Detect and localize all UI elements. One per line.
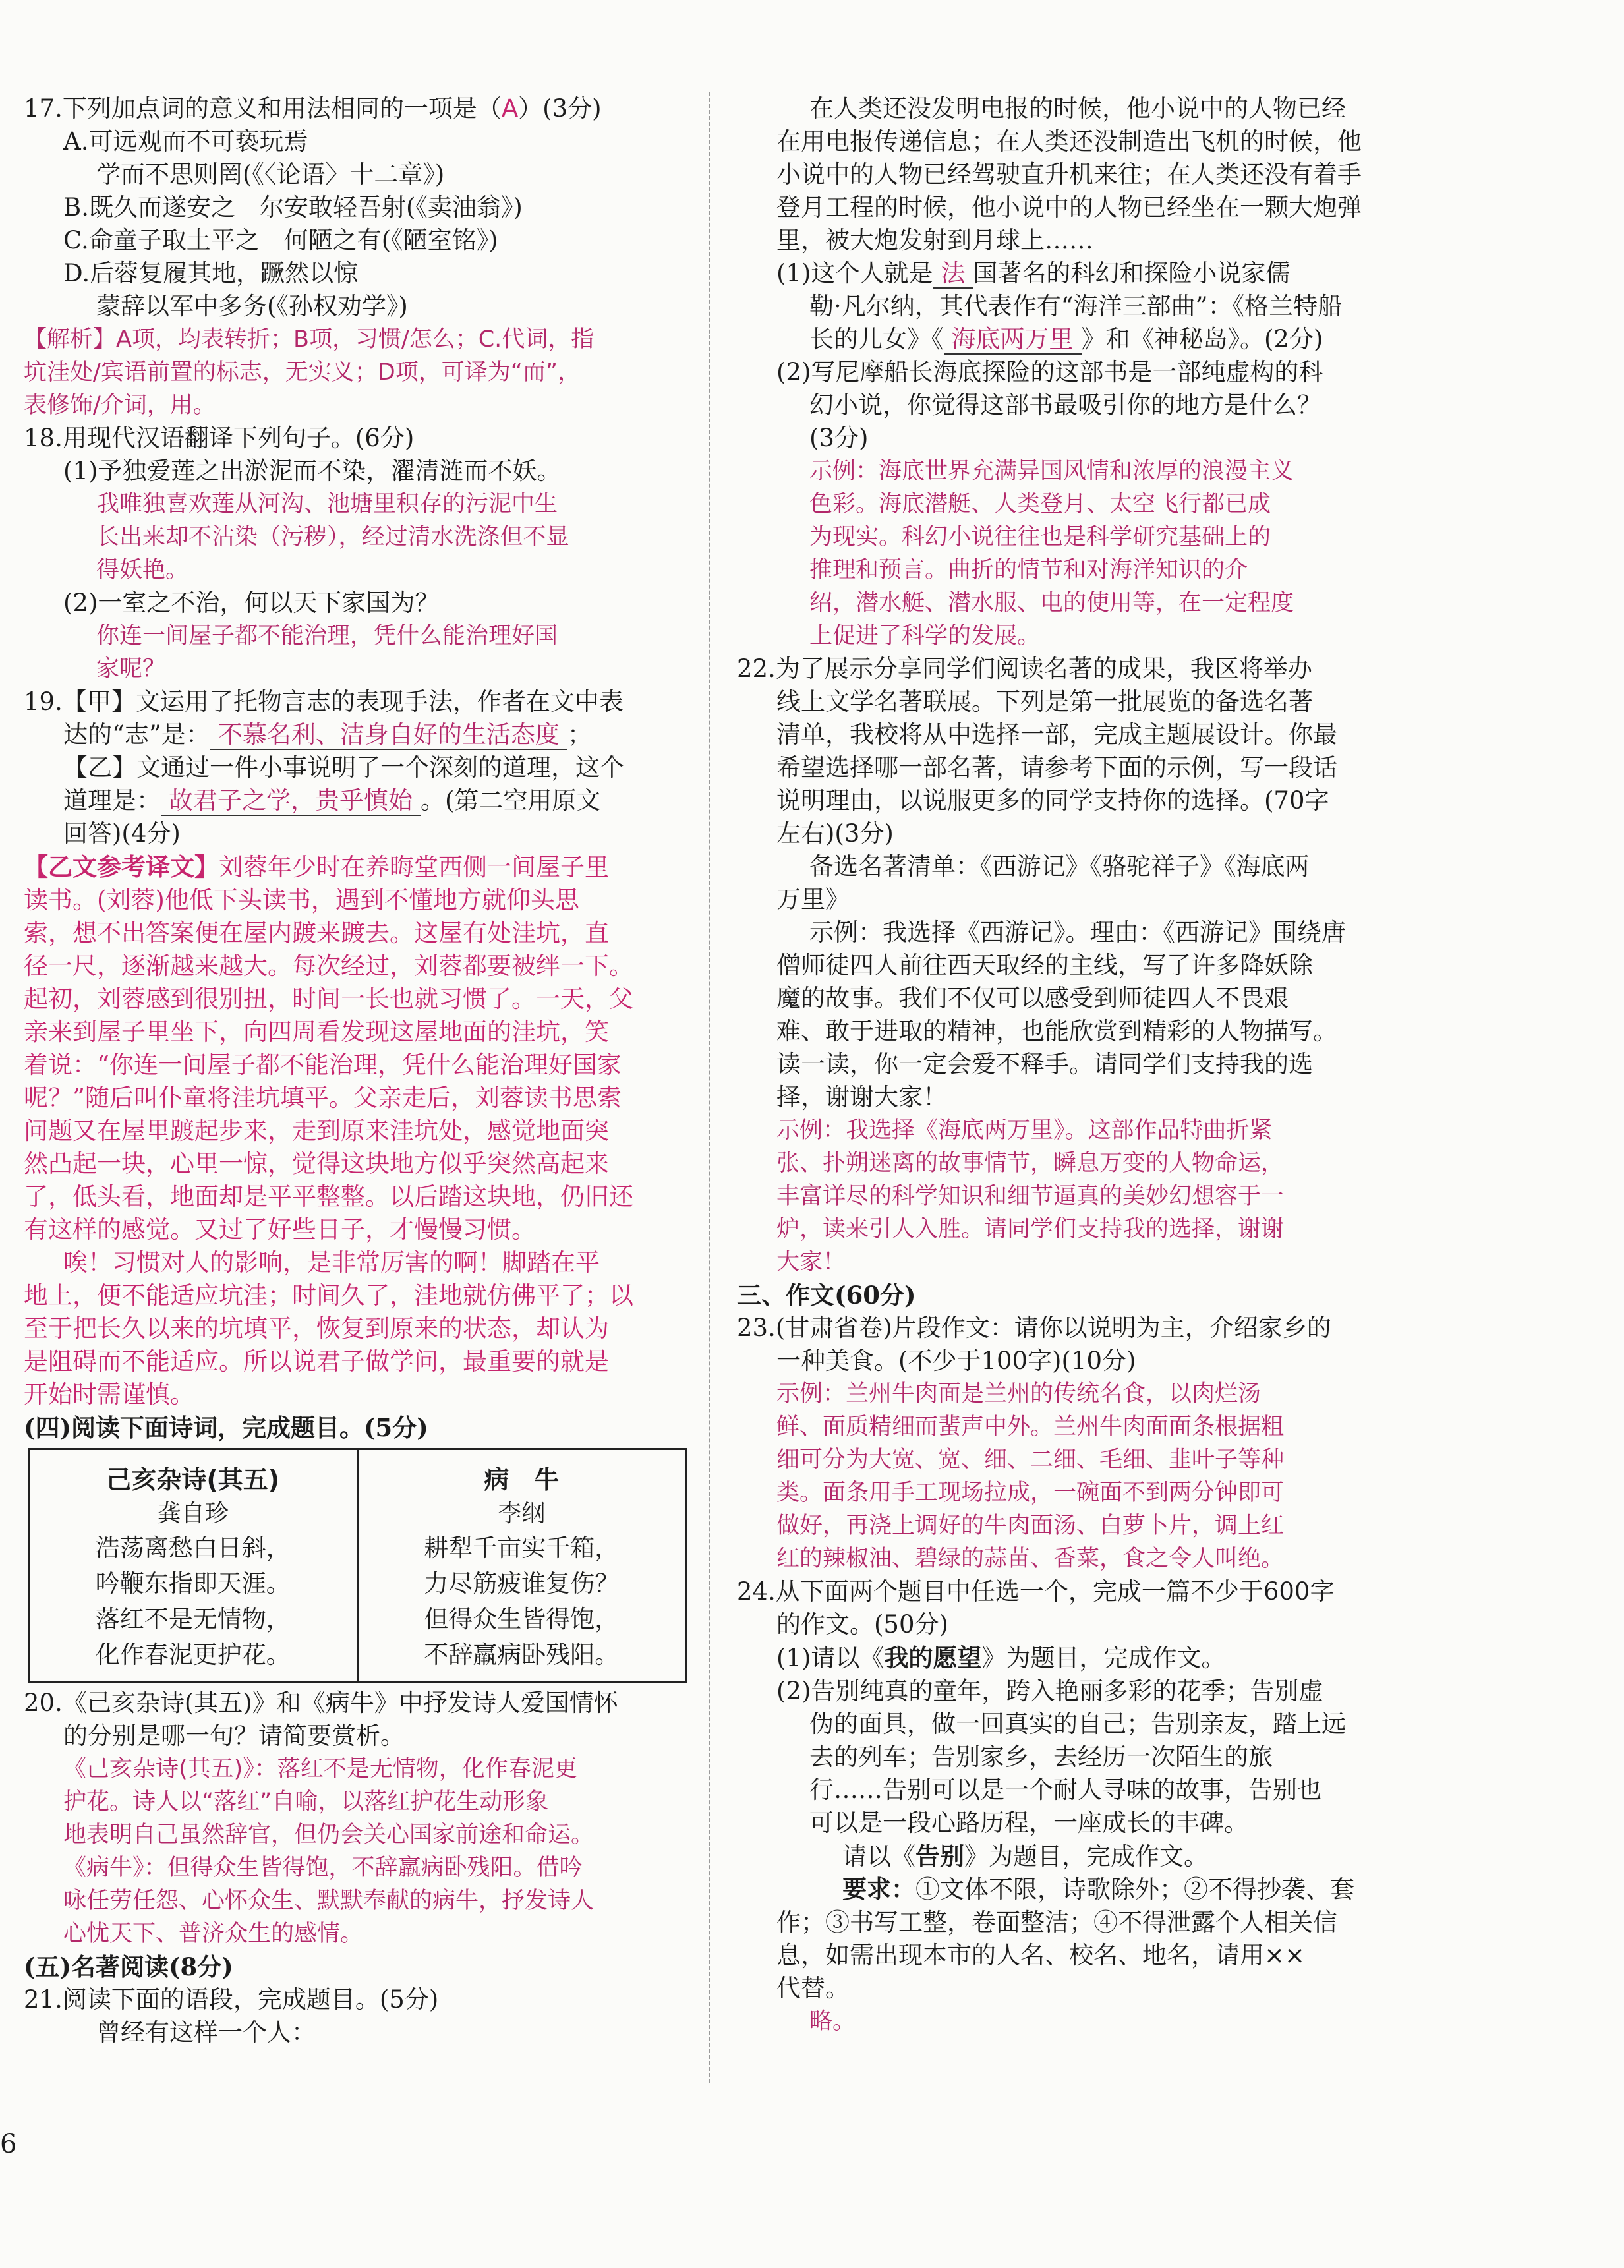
translation-line: 读书。(刘蓉)他低下头读书，遇到不懂地方就仰头思 [24,886,579,914]
q22-example: 示例：我选择《西游记》。理由：《西游记》围绕唐 [809,918,1346,946]
q24-line-1: 24.从下面两个题目中任选一个，完成一篇不少于600字 [737,1577,1335,1606]
q22-example: 难、敢于进取的精神，也能欣赏到精彩的人物描写。 [776,1017,1337,1045]
translation-line: 唉！习惯对人的影响，是非常厉害的啊！脚踏在平 [63,1248,600,1277]
poem-1-line: 浩荡离愁白日斜， [95,1534,291,1562]
q21-2-answer: 上促进了科学的发展。 [809,623,1041,649]
poem-table [28,1448,687,1683]
q24-answer: 略。 [809,2008,856,2035]
poem-2-author: 李纲 [498,1500,546,1527]
poem-2-title: 病 牛 [484,1465,560,1494]
translation-line: 呢？”随后叫仆童将洼坑填平。父亲走后，刘蓉读书思索 [24,1084,622,1112]
q17-option-c: C.命童子取土平之 何陋之有(《陋室铭》) [63,226,498,254]
translation-line: 亲来到屋子里坐下，向四周看发现这屋地面的洼坑，笑 [24,1018,609,1046]
q22-answer: 张、扑朔迷离的故事情节，瞬息万变的人物命运， [776,1150,1285,1177]
translation-line: 是阻碍而不能适应。所以说君子做学问，最重要的就是 [24,1347,609,1376]
q21-2-answer: 示例：海底世界充满异国风情和浓厚的浪漫主义 [809,458,1294,484]
translation-line: 了，低头看，地面却是平平整整。以后踏这块地，仍旧还 [24,1182,633,1211]
poem-2 [357,1449,686,1682]
section-4-title: (四)阅读下面诗词，完成题目。(5分) [24,1413,428,1442]
q24-requirements: 要求：①文体不限，诗歌除外；②不得抄袭、套 [842,1875,1354,1904]
q23-line-2: 一种美食。(不少于100字)(10分) [776,1347,1136,1375]
q21-1-fill-1: 法 [933,259,973,289]
q24-topic-2-line: 可以是一段心路历程，一座成长的丰碑。 [809,1809,1248,1837]
left-column [24,92,696,2049]
q21-2-line-1: (2)写尼摩船长海底探险的这部书是一部纯虚构的科 [776,358,1323,386]
q22-answer: 大家！ [776,1249,846,1275]
q20-answer: 咏任劳任怨、心怀众生、默默奉献的病牛，抒发诗人 [63,1888,594,1914]
q17-option-b: B.既久而遂安之 尔安敢轻吾射(《卖油翁》) [63,193,523,221]
passage-line: 里，被大炮发射到月球上…… [776,226,1093,254]
q22-example: 择，谢谢大家！ [776,1083,947,1111]
translation-label: 【乙文参考译文】 [24,852,219,881]
passage-line: 在用电报传递信息；在人类还没制造出飞机的时候，他 [776,127,1362,156]
q20-line-1: 20.《己亥杂诗(其五)》和《病牛》中抒发诗人爱国情怀 [24,1689,618,1717]
q21-2-answer: 绍，潜水艇、潜水服、电的使用等，在一定程度 [809,590,1294,616]
passage-line: 在人类还没发明电报的时候，他小说中的人物已经 [809,94,1346,123]
q19-line-3: 【乙】文通过一件小事说明了一个深刻的道理，这个 [63,753,624,782]
q20-answer: 《己亥杂诗(其五)》：落红不是无情物，化作春泥更 [63,1756,577,1782]
q21-2-line-3: (3分) [809,424,869,452]
q22-line: 22.为了展示分享同学们阅读名著的成果，我区将举办 [737,654,1312,683]
q23-answer: 细可分为大宽、宽、细、二细、毛细、韭叶子等种 [776,1447,1285,1473]
q17-option-a-2: 学而不思则罔(《〈论语〉十二章》) [96,160,445,189]
translation-line: 径一尺，逐渐越来越大。每次经过，刘蓉都要被绊一下。 [24,952,633,980]
q21-line-1: 21.阅读下面的语段，完成题目。(5分) [24,1985,439,2014]
q21-line-2: 曾经有这样一个人： [96,2018,316,2047]
poem-1 [29,1449,358,1682]
q20-line-2: 的分别是哪一句？请简要赏析。 [63,1722,405,1750]
q22-line: 说明理由，以说服更多的同学支持你的选择。(70字 [776,786,1329,815]
poem-2-line: 不辞羸病卧残阳。 [424,1641,620,1669]
q24-topic-2-line: 伪的面具，做一回真实的自己；告别亲友，踏上远 [809,1710,1346,1738]
q21-2-answer: 为现实。科幻小说往往也是科学研究基础上的 [809,524,1271,550]
q18-sentence-1: (1)予独爱莲之出淤泥而不染，濯清涟而不妖。 [63,457,562,485]
q21-1-line-2: 勒·凡尔纳，其代表作有“海洋三部曲”：《格兰特船 [809,292,1343,320]
requirements-label: 要求： [842,1875,915,1904]
translation-line: 起初，刘蓉感到很别扭，时间一长也就习惯了。一天，父 [24,985,633,1013]
q22-book-list: 备选名著清单：《西游记》《骆驼祥子》《海底两 [809,852,1310,881]
q22-book-list-2: 万里》 [776,885,850,914]
q22-answer: 炉，读来引人入胜。请同学们支持我的选择，谢谢 [776,1216,1285,1242]
q20-answer: 《病牛》：但得众生皆得饱，不辞羸病卧残阳。借吟 [63,1855,583,1881]
q22-answer: 示例：我选择《海底两万里》。这部作品特曲折紧 [776,1117,1273,1144]
translation-line: 地上，便不能适应坑洼；时间久了，洼地就仿佛平了；以 [24,1281,633,1310]
q19-line-5: 回答)(4分) [63,819,181,848]
right-column [737,92,1409,2038]
q20-answer: 心忧天下、普济众生的感情。 [63,1921,364,1947]
q24-line-2: 的作文。(50分) [776,1610,948,1639]
q17-analysis: 【解析】A项，均表转折；B项，习惯/怎么；C.代词，指 [24,326,594,353]
q23-answer: 红的辣椒油、碧绿的蒜苗、香菜，食之令人叫绝。 [776,1546,1285,1572]
q17-answer: A [501,94,519,123]
q21-2-answer: 色彩。海底潜艇、人类登月、太空飞行都已成 [809,491,1271,517]
q23-answer: 示例：兰州牛肉面是兰州的传统名食，以肉烂汤 [776,1381,1262,1407]
q22-example: 僧师徒四人前往西天取经的主线，写了许多降妖除 [776,951,1313,979]
q22-line: 清单，我校将从中选择一部，完成主题展设计。你最 [776,720,1337,749]
q22-line: 希望选择哪一部名著，请参考下面的示例，写一段话 [776,753,1337,782]
q18-sentence-2: (2)一室之不治，何以天下家国为？ [63,589,440,617]
translation-line: 着说：“你连一间屋子都不能治理，凭什么能治理好国家 [24,1051,622,1079]
q18-answer-1: 我唯独喜欢莲从河沟、池塘里积存的污泥中生 [96,491,558,517]
q23-line-1: 23.(甘肃省卷)片段作文：请你以说明为主，介绍家乡的 [737,1314,1331,1342]
section-3-title: 三、作文(60分) [737,1281,916,1310]
poem-1-line: 吟鞭东指即天涯。 [95,1569,291,1598]
q18-answer-2: 你连一间屋子都不能治理，凭什么能治理好国 [96,623,558,649]
q24-topic-1-title: 我的愿望 [884,1643,982,1672]
section-5-title: (五)名著阅读(8分) [24,1952,233,1981]
translation-line-1: 【乙文参考译文】刘蓉年少时在养晦堂西侧一间屋子里 [24,852,609,881]
q18-answer-1-3: 得妖艳。 [96,557,189,583]
q21-2-answer: 推理和预言。曲折的情节和对海洋知识的介 [809,557,1248,583]
poem-2-line: 耕犁千亩实千箱， [424,1534,620,1562]
q17-analysis-3: 表修饰/介词，用。 [24,392,216,419]
column-divider [709,92,710,2083]
q17-stem: 17.下列加点词的意义和用法相同的一项是（A）(3分) [24,94,602,123]
q24-requirements-line: 代替。 [776,1974,850,2002]
q21-1-line-3: 长的儿女》《 海底两万里 》和《神秘岛》。(2分) [809,325,1323,353]
q17-analysis-2: 坑洼处/宾语前置的标志，无实义；D项，可译为“而”， [24,359,581,386]
q20-answer: 地表明自己虽然辞官，但仍会关心国家前途和命运。 [63,1822,594,1848]
q21-1-line-1: (1)这个人就是 法 国著名的科幻和探险小说家儒 [776,259,1290,287]
q22-example: 魔的故事。我们不仅可以感受到师徒四人不畏艰 [776,984,1289,1012]
q24-topic-2-line: 去的列车；告别家乡，去经历一次陌生的旅 [809,1743,1273,1771]
poem-2-line: 但得众生皆得饱， [424,1605,620,1633]
poem-1-line: 落红不是无情物， [95,1605,291,1633]
translation-line: 至于把长久以来的坑填平，恢复到原来的状态，却认为 [24,1314,609,1343]
translation-line: 索，想不出答案便在屋内踱来踱去。这屋有处洼坑，直 [24,919,609,947]
q17-option-d: D.后蓉复履其地，蹶然以惊 [63,259,359,287]
q19-line-2: 达的“志”是： 不慕名利、洁身自好的生活态度 ； [63,720,592,749]
q24-requirements-line: 作；③书写工整，卷面整洁；④不得泄露个人相关信 [776,1908,1337,1936]
q19-fill-1: 不慕名利、洁身自好的生活态度 [210,720,567,750]
passage-line: 小说中的人物已经驾驶直升机来往；在人类还没有着手 [776,160,1362,189]
q18-stem: 18.用现代汉语翻译下列句子。(6分) [24,424,415,452]
q24-topic-1: (1)请以《我的愿望》为题目，完成作文。 [776,1643,1226,1672]
q19-line-4: 道理是： 故君子之学，贵乎慎始 。(第二空用原文 [63,786,601,815]
q22-line: 线上文学名著联展。下列是第一批展览的备选名著 [776,687,1313,716]
q20-answer: 护花。诗人以“落红”自喻，以落红护花生动形象 [63,1789,549,1815]
q21-1-fill-2: 海底两万里 [944,325,1082,355]
q22-line: 左右)(3分) [776,819,894,848]
q21-2-line-2: 幻小说，你觉得这部书最吸引你的地方是什么？ [809,391,1321,419]
passage-line: 登月工程的时候，他小说中的人物已经坐在一颗大炮弹 [776,193,1362,221]
translation-line: 然凸起一块，心里一惊，觉得这块地方似乎突然高起来 [24,1149,609,1178]
page-number: 6 [0,2129,17,2159]
q24-topic-2: (2)告别纯真的童年，跨入艳丽多彩的花季；告别虚 [776,1677,1323,1705]
q24-topic-2-title: 告别 [915,1842,964,1871]
poem-2-line: 力尽筋疲谁复伤？ [424,1569,620,1598]
poem-1-author: 龚自珍 [157,1500,229,1527]
q19-line-1: 19.【甲】文运用了托物言志的表现手法，作者在文中表 [24,687,624,716]
q24-topic-2-line: 行……告别可以是一个耐人寻味的故事，告别也 [809,1776,1321,1804]
q17-option-a: A.可远观而不可亵玩焉 [63,127,308,156]
q18-answer-1-2: 长出来却不沾染（污秽），经过清水洗涤但不显 [96,524,569,550]
poem-1-line: 化作春泥更护花。 [95,1641,291,1669]
q24-requirements-line: 息，如需出现本市的人名、校名、地名，请用×× [776,1941,1306,1969]
q18-answer-2-2: 家呢？ [96,656,166,682]
poem-1-title: 己亥杂诗(其五) [106,1465,280,1494]
q22-answer: 丰富详尽的科学知识和细节逼真的美妙幻想容于一 [776,1183,1285,1209]
translation-line: 问题又在屋里踱起步来，走到原来洼坑处，感觉地面突 [24,1117,609,1145]
translation-line: 有这样的感觉。又过了好些日子，才慢慢习惯。 [24,1215,536,1244]
q22-example: 读一读，你一定会爱不释手。请同学们支持我的选 [776,1050,1313,1078]
q24-topic-2-prompt: 请以《告别》为题目，完成作文。 [842,1842,1208,1871]
q23-answer: 鲜、面质精细而蜚声中外。兰州牛肉面面条根据粗 [776,1414,1285,1440]
translation-line: 开始时需谨慎。 [24,1380,194,1409]
q23-answer: 做好，再浇上调好的牛肉面汤、白萝卜片，调上红 [776,1513,1285,1539]
q23-answer: 类。面条用手工现场拉成，一碗面不到两分钟即可 [776,1480,1285,1506]
q17-option-d-2: 蒙辞以军中多务(《孙权劝学》) [96,292,408,320]
q19-fill-2: 故君子之学，贵乎慎始 [161,786,420,816]
